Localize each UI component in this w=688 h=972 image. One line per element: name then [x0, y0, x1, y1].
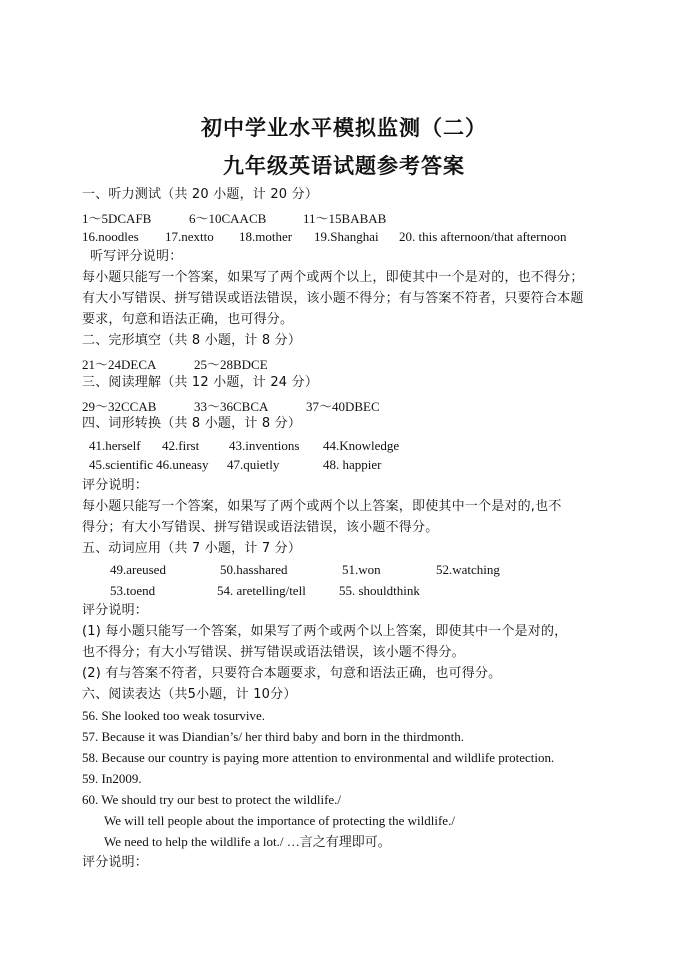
- answer-group: 29～32CCAB: [82, 399, 157, 414]
- answer-line-alternative: We will tell people about the importance of protecting the wildlife./: [104, 813, 455, 828]
- answer-group: 33～36CBCA: [194, 399, 269, 414]
- answer-item: 54. aretelling/tell: [217, 583, 306, 598]
- answer-item: 20. this afternoon/that afternoon: [399, 229, 567, 244]
- section-heading-cloze: 二、完形填空（共 8 小题，计 8 分）: [82, 333, 302, 348]
- answer-line: 59. In2009.: [82, 771, 142, 786]
- answer-item: 45.scientific 46.uneasy: [89, 457, 209, 472]
- answer-group: 6～10CAACB: [189, 211, 267, 226]
- answer-item: 52.watching: [436, 562, 500, 577]
- scoring-note-line: 有大小写错误、拼写错误或语法错误，该小题不得分；有与答案不符者，只要符合本题: [82, 291, 584, 306]
- answer-item: 43.inventions: [229, 438, 300, 453]
- answer-item: 48. happier: [323, 457, 382, 472]
- scoring-note-line: 每小题只能写一个答案，如果写了两个或两个以上，即使其中一个是对的，也不得分；: [82, 270, 584, 285]
- section-heading-listening: 一、听力测试（共 20 小题，计 20 分）: [82, 187, 319, 202]
- section-heading-word-forms: 四、词形转换（共 8 小题，计 8 分）: [82, 416, 302, 431]
- answer-item: 49.areused: [110, 562, 166, 577]
- answer-item: 41.herself: [89, 438, 141, 453]
- section-heading-reading: 三、阅读理解（共 12 小题，计 24 分）: [82, 375, 319, 390]
- answer-group: 1～5DCAFB: [82, 211, 152, 226]
- scoring-note-line: (1) 每小题只能写一个答案，如果写了两个或两个以上答案，即使其中一个是对的，: [82, 624, 568, 639]
- answer-line: 56. She looked too weak tosurvive.: [82, 708, 266, 723]
- answer-item: 42.first: [162, 438, 200, 453]
- answer-item: 44.Knowledge: [323, 438, 400, 453]
- scoring-note-label: 评分说明：: [82, 478, 149, 493]
- section-heading-verb-usage: 五、动词应用（共 7 小题，计 7 分）: [82, 541, 302, 556]
- answer-item: 47.quietly: [227, 457, 280, 472]
- section-heading-reading-expression: 六、阅读表达（共5小题，计 10分）: [82, 687, 297, 702]
- answer-line-alternative: We need to help the wildlife a lot./ …言之有理即可。: [104, 834, 391, 849]
- answer-item: 55. shouldthink: [339, 583, 420, 598]
- answer-item: 16.noodles: [82, 229, 139, 244]
- answer-item: 19.Shanghai: [314, 229, 379, 244]
- answer-item: 53.toend: [110, 583, 156, 598]
- scoring-note-label: 听写评分说明：: [90, 249, 183, 264]
- scoring-note-line: (2) 有与答案不符者，只要符合本题要求，句意和语法正确，也可得分。: [82, 666, 502, 681]
- answer-group: 21～24DECA: [82, 357, 157, 372]
- scoring-note-label: 评分说明：: [82, 855, 149, 870]
- scoring-note-line: 每小题只能写一个答案，如果写了两个或两个以上答案，即使其中一个是对的,也不: [82, 499, 562, 514]
- answer-item: 51.won: [342, 562, 381, 577]
- answer-group: 11～15BABAB: [303, 211, 387, 226]
- answer-item: 50.hasshared: [220, 562, 288, 577]
- answer-item: 17.nextto: [165, 229, 214, 244]
- document-title: 初中学业水平模拟监测（二）: [201, 116, 487, 140]
- answer-group: 25～28BDCE: [194, 357, 268, 372]
- scoring-note-line: 也不得分；有大小写错误、拼写错误或语法错误，该小题不得分。: [82, 645, 465, 660]
- scoring-note-label: 评分说明：: [82, 603, 149, 618]
- answer-group: 37～40DBEC: [306, 399, 380, 414]
- document-subtitle: 九年级英语试题参考答案: [223, 154, 465, 178]
- answer-item: 18.mother: [239, 229, 293, 244]
- answer-line: 58. Because our country is paying more attention to environmental and wildlife protection.: [82, 750, 555, 765]
- answer-line: 57. Because it was Diandian’s/ her third baby and born in the thirdmonth.: [82, 729, 464, 744]
- scoring-note-line: 得分；有大小写错误、拼写错误或语法错误，该小题不得分。: [82, 520, 439, 535]
- scoring-note-line: 要求，句意和语法正确，也可得分。: [82, 312, 294, 327]
- answer-line: 60. We should try our best to protect the wildlife./: [82, 792, 342, 807]
